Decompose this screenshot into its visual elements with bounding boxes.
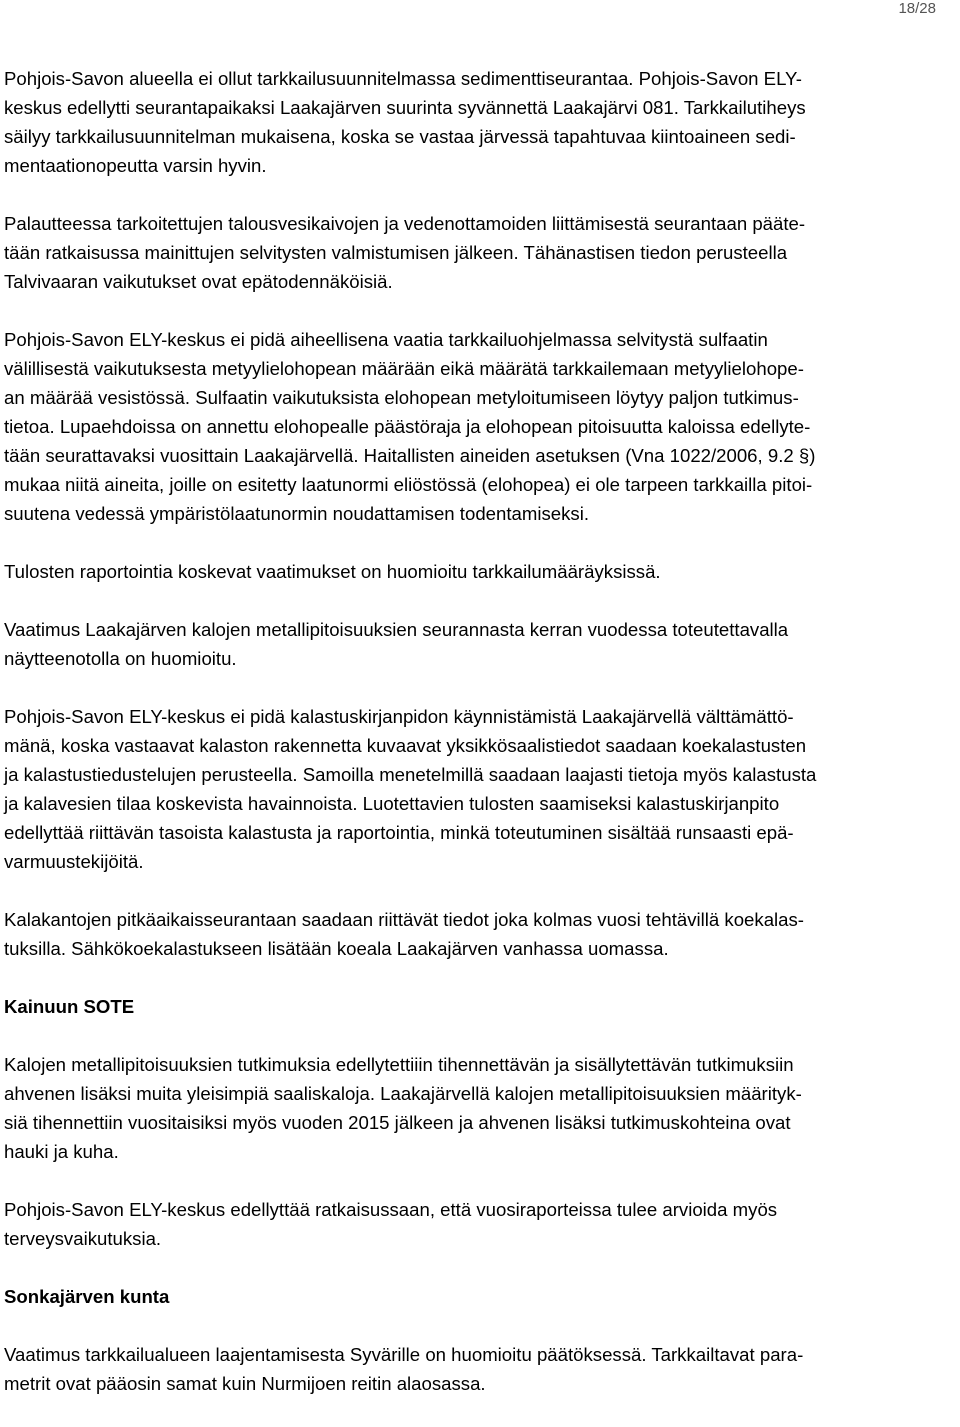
text-line: terveysvaikutuksia. bbox=[4, 1228, 162, 1249]
text-line: Vaatimus tarkkailualueen laajentamisesta Syvärille on huomioitu päätöksessä. Tarkkailtavat para- bbox=[4, 1344, 804, 1365]
document-body bbox=[4, 64, 952, 1427]
page-number: 18/28 bbox=[898, 0, 936, 17]
text-line: Kalojen metallipitoisuuksien tutkimuksia edellytettiiin tihennettävän ja sisällytettävän tutkimuksiin bbox=[4, 1054, 794, 1075]
text-line: tietoa. Lupaehdoissa on annettu elohopealle päästöraja ja elohopean pitoisuutta kaloissa edellyte- bbox=[4, 416, 811, 437]
text-line: mentaationopeutta varsin hyvin. bbox=[4, 155, 267, 176]
paragraph-kainuu-fish-metals bbox=[4, 1050, 952, 1166]
text-line: varmuustekijöitä. bbox=[4, 851, 144, 872]
text-line: siä tihennettiin vuositaisiksi myös vuoden 2015 jälkeen ja ahvenen lisäksi tutkimuskohteina ovat bbox=[4, 1112, 791, 1133]
text-line: säilyy tarkkailusuunnitelman mukaisena, koska se vastaa järvessä tapahtuvaa kiintoaineen sedi- bbox=[4, 126, 796, 147]
text-line: ja kalavesien tilaa koskevista havainnoista. Luotettavien tulosten saamiseksi kalastuskirjanpito bbox=[4, 793, 780, 814]
paragraph-sulphate-mercury bbox=[4, 325, 952, 528]
paragraph-water-wells bbox=[4, 209, 952, 296]
text-line: Pohjois-Savon ELY-keskus ei pidä aiheellisena vaatia tarkkailuohjelmassa selvitystä sulfaatin bbox=[4, 329, 768, 350]
text-line: tään seurattavaksi vuosittain Laakajärvellä. Haitallisten aineiden asetuksen (Vna 1022/2006, 9.2 §) bbox=[4, 445, 816, 466]
paragraph-sonkajarvi-area bbox=[4, 1340, 952, 1398]
text-line: mukaa niitä aineita, joille on esitetty laatunormi eliöstössä (elohopea) ei ole tarpeen tarkkailla pitoi- bbox=[4, 474, 813, 495]
text-line: Pohjois-Savon alueella ei ollut tarkkailusuunnitelmassa sedimenttiseurantaa. Pohjois-Savon ELY- bbox=[4, 68, 802, 89]
text-line: Palautteessa tarkoitettujen talousvesikaivojen ja vedenottamoiden liittämisestä seurantaan pääte- bbox=[4, 213, 806, 234]
text-line: Pohjois-Savon ELY-keskus edellyttää ratkaisussaan, että vuosiraporteissa tulee arvioida myös bbox=[4, 1199, 778, 1220]
paragraph-kainuu-health bbox=[4, 1195, 952, 1253]
paragraph-fish-metals bbox=[4, 615, 952, 673]
text-line: tuksilla. Sähkökoekalastukseen lisätään koeala Laakajärven vanhassa uomassa. bbox=[4, 938, 669, 959]
text-line: hauki ja kuha. bbox=[4, 1141, 119, 1162]
section-heading-kainuu: Kainuun SOTE bbox=[4, 996, 135, 1017]
text-line: an määrää vesistössä. Sulfaatin vaikutuksista elohopean metyloitumiseen löytyy paljon tutkimus- bbox=[4, 387, 799, 408]
paragraph-fish-stocks bbox=[4, 905, 952, 963]
text-line: näytteenotolla on huomioitu. bbox=[4, 648, 237, 669]
text-line: Vaatimus Laakajärven kalojen metallipitoisuuksien seurannasta kerran vuodessa toteutettavalla bbox=[4, 619, 789, 640]
text-line: tään ratkaisussa mainittujen selvitysten valmistumisen jälkeen. Tähänastisen tiedon perusteella bbox=[4, 242, 788, 263]
text-line: suutena vedessä ympäristölaatunormin noudattamisen todentamiseksi. bbox=[4, 503, 589, 524]
paragraph-reporting bbox=[4, 557, 952, 586]
text-line: ahvenen lisäksi muita yleisimpiä saaliskaloja. Laakajärvellä kalojen metallipitoisuuksien määrityk- bbox=[4, 1083, 802, 1104]
text-line: Tulosten raportointia koskevat vaatimukset on huomioitu tarkkailumääräyksissä. bbox=[4, 561, 661, 582]
text-line: edellyttää riittävän tasoista kalastusta ja raportointia, minkä toteutuminen sisältää runsaasti epä- bbox=[4, 822, 794, 843]
text-line: metrit ovat pääosin samat kuin Nurmijoen reitin alaosassa. bbox=[4, 1373, 486, 1394]
text-line: välillisestä vaikutuksesta metyylielohopean määrään eikä määrätä tarkkailemaan metyylielohope- bbox=[4, 358, 804, 379]
text-line: Talvivaaran vaikutukset ovat epätodennäköisiä. bbox=[4, 271, 393, 292]
text-line: ja kalastustiedustelujen perusteella. Samoilla menetelmillä saadaan laajasti tietoja myös kalastusta bbox=[4, 764, 817, 785]
text-line: Pohjois-Savon ELY-keskus ei pidä kalastuskirjanpidon käynnistämistä Laakajärvellä välttämättö- bbox=[4, 706, 794, 727]
text-line: mänä, koska vastaavat kalaston rakennetta kuvaavat yksikkösaalistiedot saadaan koekalastusten bbox=[4, 735, 807, 756]
section-heading-sonkajarvi: Sonkajärven kunta bbox=[4, 1286, 170, 1307]
text-line: keskus edellytti seurantapaikaksi Laakajärven suurinta syvännettä Laakajärvi 081. Tarkkailutiheys bbox=[4, 97, 806, 118]
paragraph-fishing-records bbox=[4, 702, 952, 876]
text-line: Kalakantojen pitkäaikaisseurantaan saadaan riittävät tiedot joka kolmas vuosi tehtävillä koekalas- bbox=[4, 909, 804, 930]
paragraph-sediment-monitoring bbox=[4, 64, 952, 180]
